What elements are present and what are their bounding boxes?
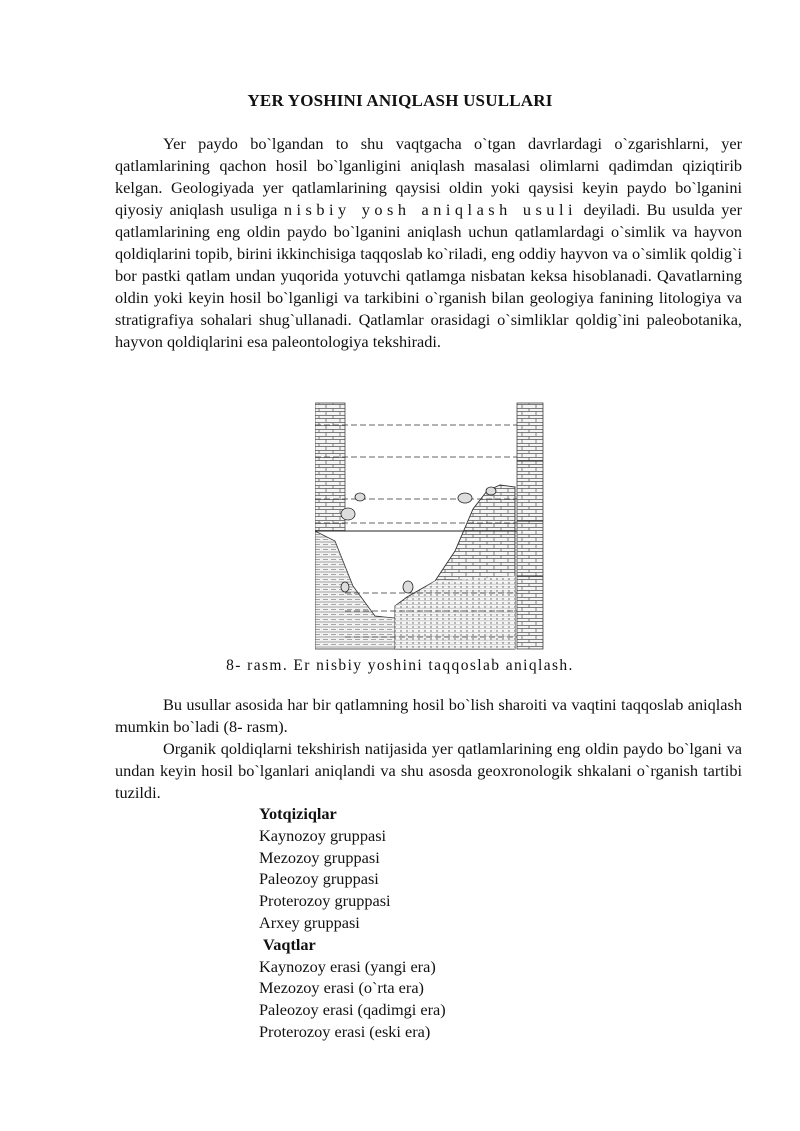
list-item: Mezozoy gruppasi: [259, 847, 380, 867]
list-item: Paleozoy erasi (qadimgi era): [259, 1000, 446, 1020]
list-item: Proterozoy gruppasi: [259, 891, 391, 911]
paragraph-geochronology: Organik qoldiqlarni tekshirish natijasida yer qatlamlarining eng oldin paydo bo`lgani va undan keyin hosil bo`lganlari aniqlandi va shu asosda geoxronologik shkalani o`rganish tartibi tuzildi.: [115, 739, 742, 802]
list-item: Mezozoy erasi (o`rta era): [259, 978, 424, 998]
list-item: Arxey gruppasi: [259, 912, 360, 932]
term-relative-age-method: nisbiy yosh aniqlash usuli: [283, 200, 577, 219]
list-item: Paleozoy gruppasi: [259, 869, 379, 889]
geochronology-list: [259, 803, 446, 1043]
left-column-strata: [315, 403, 345, 531]
list-item: Kaynozoy gruppasi: [259, 825, 387, 845]
right-column-strata: [517, 403, 543, 649]
page-title: YER YOSHINI ANIQLASH USULLARI: [247, 91, 553, 110]
paragraph-intro: [115, 133, 742, 353]
paragraph-intro-end: deyiladi. Bu usulda yer qatlamlarining eng oldin paydo bo`lganini aniqlash uchun qatlamlardagi o`simlik va hayvon qoldiqlarini topib, birini ikkinchisiga taqqoslab ko`riladi, eng oddiy hayvon va o`simlik qoldig`i bor pastki qatlam undan yuqorida yotuvchi qatlamga nisbatan keksa hisoblanadi. Qavatlarning oldin yoki keyin hosil bo`lganligi va tarkibini o`rganish bilan geologiya fanining litologiya va stratigrafiya sohalari shug`ullanadi. Qatlamlar orasidagi o`simliklar qoldig`ini paleobotanika, hayvon qoldiqlarini esa paleontologiya tekshiradi.: [115, 200, 742, 351]
paragraph-methods: Bu usullar asosida har bir qatlamning hosil bo`lish sharoiti va vaqtini taqqoslab aniqlash mumkin bo`ladi (8- rasm).: [115, 695, 742, 736]
figure-caption: 8- rasm. Er nisbiy yoshini taqqoslab aniqlash.: [226, 657, 574, 674]
list-item: Proterozoy erasi (eski era): [259, 1021, 431, 1041]
list-heading-times: Vaqtlar: [263, 934, 316, 954]
list-item: Kaynozoy erasi (yangi era): [259, 956, 436, 976]
paragraph-intro-start: Yer paydo bo`lgandan to shu vaqtgacha o`tgan davrlardagi o`zgarishlarni, yer qatlamlarining qachon hosil bo`lganligini aniqlash masalasi olimlarni qadimdan qiziqtirib kelgan. Geologiyada yer qatlamlarining qaysisi oldin yoki qaysisi keyin paydo bo`lganini qiyosiy aniqlash usuliga: [115, 134, 742, 219]
strata-comparison-figure: [315, 401, 545, 651]
list-heading-deposits: Yotqiziqlar: [259, 804, 337, 823]
